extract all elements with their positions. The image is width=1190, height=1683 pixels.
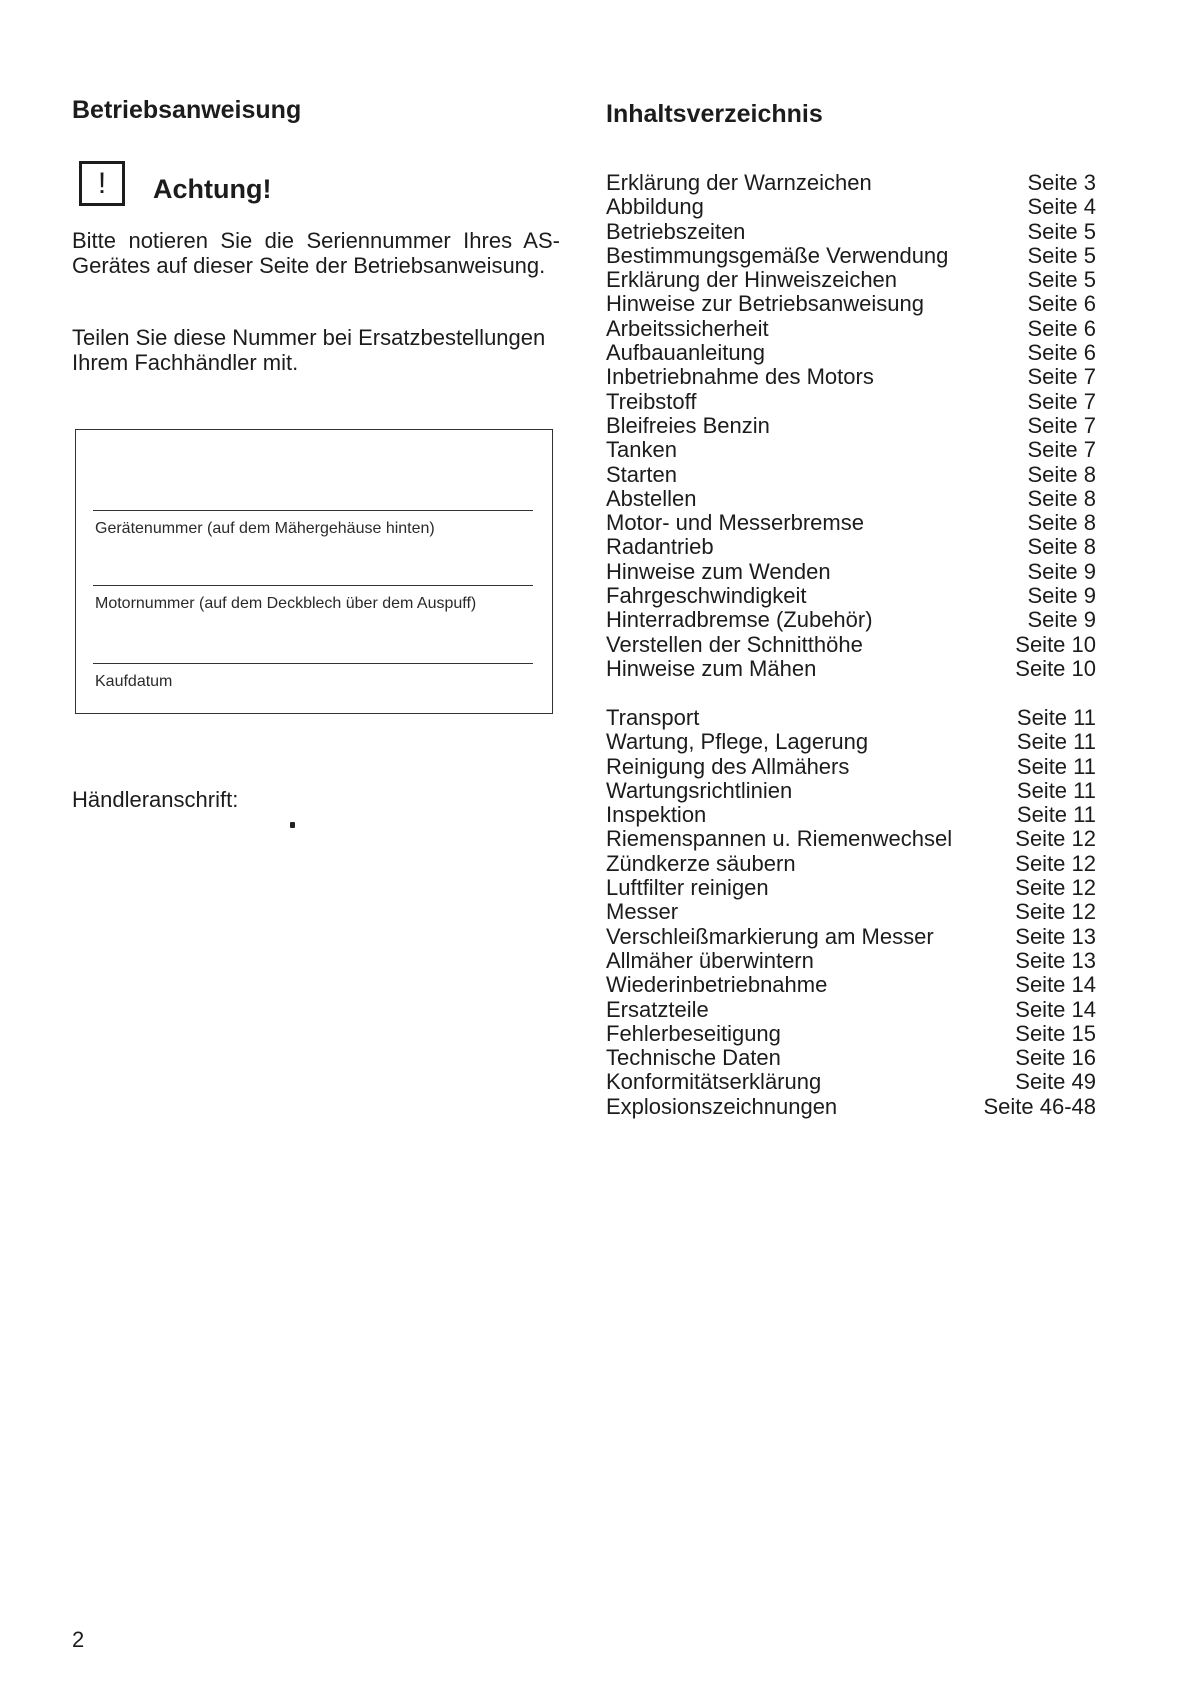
toc-entry-title: Explosionszeichnungen — [606, 1093, 838, 1119]
device-number-label: Gerätenummer (auf dem Mähergehäuse hinten) — [95, 520, 435, 537]
toc-entry[interactable] — [606, 608, 1096, 632]
toc-entry[interactable] — [606, 341, 1096, 365]
toc-entry-page: Seite 13 — [1015, 947, 1096, 973]
manual-heading: Betriebsanweisung — [72, 96, 302, 124]
toc-entry-title: Inbetriebnahme des Motors — [606, 364, 874, 390]
toc-entry-page: Seite 46-48 — [983, 1093, 1096, 1119]
toc-entry-title: Inspektion — [606, 802, 707, 828]
toc-entry[interactable] — [606, 487, 1096, 511]
toc-entry-title: Hinterradbremse (Zubehör) — [606, 607, 873, 633]
form-top-border — [75, 429, 553, 430]
warning-title: Achtung! — [153, 174, 272, 204]
engine-number-line[interactable] — [93, 585, 533, 586]
toc-entry[interactable] — [606, 755, 1096, 779]
toc-entry-page: Seite 11 — [1016, 802, 1096, 828]
toc-entry-title: Betriebszeiten — [606, 218, 746, 244]
toc-entry[interactable] — [606, 803, 1096, 827]
toc-entry[interactable] — [606, 827, 1096, 851]
toc-entry[interactable] — [606, 657, 1096, 681]
toc-entry-page: Seite 15 — [1015, 1020, 1096, 1046]
toc-entry-page: Seite 7 — [1027, 412, 1096, 438]
toc-entry-title: Allmäher überwintern — [606, 947, 814, 973]
toc-entry[interactable] — [606, 633, 1096, 657]
toc-group-2 — [606, 706, 1096, 1119]
toc-entry-page: Seite 6 — [1027, 291, 1096, 317]
toc-entry-page: Seite 13 — [1015, 923, 1096, 949]
toc-entry-page: Seite 12 — [1015, 899, 1096, 925]
toc-entry-page: Seite 11 — [1016, 729, 1096, 755]
serial-note-paragraph: Bitte notieren Sie die Seriennummer Ihres AS-Gerätes auf dieser Seite der Betriebsanweisung. — [72, 228, 560, 278]
toc-entry-title: Luftfilter reinigen — [606, 875, 769, 901]
toc-entry[interactable] — [606, 171, 1096, 195]
toc-entry-title: Transport — [606, 705, 700, 730]
toc-entry-title: Zündkerze säubern — [606, 850, 796, 876]
toc-entry-title: Abbildung — [606, 194, 704, 220]
bullet-mark — [290, 822, 295, 828]
toc-entry[interactable] — [606, 463, 1096, 487]
toc-entry-title: Aufbauanleitung — [606, 340, 766, 366]
toc-entry-page: Seite 8 — [1027, 461, 1096, 487]
toc-entry[interactable] — [606, 706, 1096, 730]
dealer-address-label: Händleranschrift: — [72, 787, 239, 812]
toc-entry-page: Seite 12 — [1015, 875, 1096, 901]
toc-entry-page: Seite 8 — [1027, 485, 1096, 511]
toc-entry-title: Tanken — [606, 437, 677, 463]
toc-entry-page: Seite 11 — [1016, 705, 1096, 730]
toc-entry[interactable] — [606, 949, 1096, 973]
toc-entry-page: Seite 9 — [1027, 583, 1096, 609]
toc-entry[interactable] — [606, 268, 1096, 292]
toc-entry-title: Konformitätserklärung — [606, 1069, 822, 1095]
toc-entry-title: Wiederinbetriebnahme — [606, 972, 828, 998]
toc-entry[interactable] — [606, 535, 1096, 559]
exclamation-icon — [79, 161, 125, 206]
toc-entry-page: Seite 5 — [1027, 242, 1096, 268]
toc-entry-title: Fahrgeschwindigkeit — [606, 583, 807, 609]
toc-entry[interactable] — [606, 779, 1096, 803]
toc-entry[interactable] — [606, 220, 1096, 244]
toc-entry[interactable] — [606, 244, 1096, 268]
toc-entry-page: Seite 16 — [1015, 1045, 1096, 1071]
toc-group-1 — [606, 171, 1096, 681]
toc-entry-title: Fehlerbeseitigung — [606, 1020, 781, 1046]
toc-entry-title: Riemenspannen u. Riemenwechsel — [606, 826, 953, 852]
toc-entry[interactable] — [606, 730, 1096, 754]
toc-entry-page: Seite 14 — [1015, 996, 1096, 1022]
toc-entry[interactable] — [606, 900, 1096, 924]
toc-entry-title: Bestimmungsgemäße Verwendung — [606, 242, 949, 268]
toc-entry-page: Seite 3 — [1027, 170, 1096, 195]
toc-entry-page: Seite 7 — [1027, 437, 1096, 463]
toc-entry[interactable] — [606, 852, 1096, 876]
toc-entry-page: Seite 12 — [1015, 826, 1096, 852]
toc-entry-title: Erklärung der Warnzeichen — [606, 170, 872, 195]
toc-entry-page: Seite 11 — [1016, 753, 1096, 779]
toc-entry-page: Seite 8 — [1027, 534, 1096, 560]
purchase-date-line[interactable] — [93, 663, 533, 664]
spare-parts-note-paragraph: Teilen Sie diese Nummer bei Ersatzbestellungen Ihrem Fachhändler mit. — [72, 325, 546, 375]
toc-entry[interactable] — [606, 511, 1096, 535]
toc-entry[interactable] — [606, 317, 1096, 341]
toc-entry-title: Wartungsrichtlinien — [606, 777, 793, 803]
toc-entry-page: Seite 6 — [1027, 340, 1096, 366]
toc-entry-title: Messer — [606, 899, 679, 925]
toc-entry-title: Erklärung der Hinweiszeichen — [606, 267, 898, 293]
toc-entry[interactable] — [606, 1022, 1096, 1046]
toc-entry-title: Hinweise zum Wenden — [606, 558, 831, 584]
toc-entry-title: Hinweise zum Mähen — [606, 655, 817, 681]
toc-entry-page: Seite 49 — [1015, 1069, 1096, 1095]
serial-number-form — [75, 429, 553, 714]
toc-entry-page: Seite 5 — [1027, 218, 1096, 244]
toc-entry[interactable] — [606, 390, 1096, 414]
toc-entry-page: Seite 11 — [1016, 777, 1096, 803]
toc-entry-page: Seite 8 — [1027, 510, 1096, 536]
toc-entry-page: Seite 9 — [1027, 607, 1096, 633]
exclamation-glyph: ! — [97, 166, 107, 200]
toc-entry-page: Seite 12 — [1015, 850, 1096, 876]
toc-entry[interactable] — [606, 414, 1096, 438]
toc-entry-title: Motor- und Messerbremse — [606, 510, 864, 536]
toc-entry-page: Seite 14 — [1015, 972, 1096, 998]
toc-entry[interactable] — [606, 1070, 1096, 1094]
toc-entry-title: Ersatzteile — [606, 996, 709, 1022]
engine-number-label: Motornummer (auf dem Deckblech über dem Auspuff) — [95, 595, 477, 612]
toc-entry-title: Verstellen der Schnitthöhe — [606, 631, 863, 657]
toc-heading: Inhaltsverzeichnis — [606, 100, 823, 128]
toc-entry[interactable] — [606, 1046, 1096, 1070]
toc-entry-title: Reinigung des Allmähers — [606, 753, 850, 779]
toc-entry-title: Technische Daten — [606, 1045, 781, 1071]
toc-entry[interactable] — [606, 365, 1096, 389]
purchase-date-label: Kaufdatum — [95, 673, 173, 690]
toc-entry[interactable] — [606, 195, 1096, 219]
toc-entry-page: Seite 7 — [1027, 388, 1096, 414]
toc-entry-title: Bleifreies Benzin — [606, 412, 770, 438]
toc-entry-page: Seite 7 — [1027, 364, 1096, 390]
toc-entry[interactable] — [606, 998, 1096, 1022]
toc-entry[interactable] — [606, 292, 1096, 316]
toc-entry-page: Seite 5 — [1027, 267, 1096, 293]
toc-entry-title: Verschleißmarkierung am Messer — [606, 923, 934, 949]
toc-entry-title: Hinweise zur Betriebsanweisung — [606, 291, 924, 317]
toc-entry-title: Treibstoff — [606, 388, 697, 414]
toc-entry-title: Arbeitssicherheit — [606, 315, 769, 341]
toc-entry[interactable] — [606, 584, 1096, 608]
toc-entry-page: Seite 10 — [1015, 631, 1096, 657]
device-number-line[interactable] — [93, 510, 533, 511]
toc-entry[interactable] — [606, 973, 1096, 997]
toc-entry[interactable] — [606, 438, 1096, 462]
toc-entry-title: Wartung, Pflege, Lagerung — [606, 729, 869, 755]
page-number: 2 — [72, 1627, 85, 1652]
toc-entry[interactable] — [606, 876, 1096, 900]
toc-entry-title: Radantrieb — [606, 534, 714, 560]
toc-entry-page: Seite 9 — [1027, 558, 1096, 584]
toc-entry[interactable] — [606, 560, 1096, 584]
toc-entry-title: Abstellen — [606, 485, 697, 511]
toc-entry-page: Seite 4 — [1027, 194, 1096, 220]
toc-entry-title: Starten — [606, 461, 677, 487]
toc-entry[interactable] — [606, 925, 1096, 949]
toc-entry-page: Seite 6 — [1027, 315, 1096, 341]
toc-entry[interactable] — [606, 1095, 1096, 1119]
toc-entry-page: Seite 10 — [1015, 655, 1096, 681]
